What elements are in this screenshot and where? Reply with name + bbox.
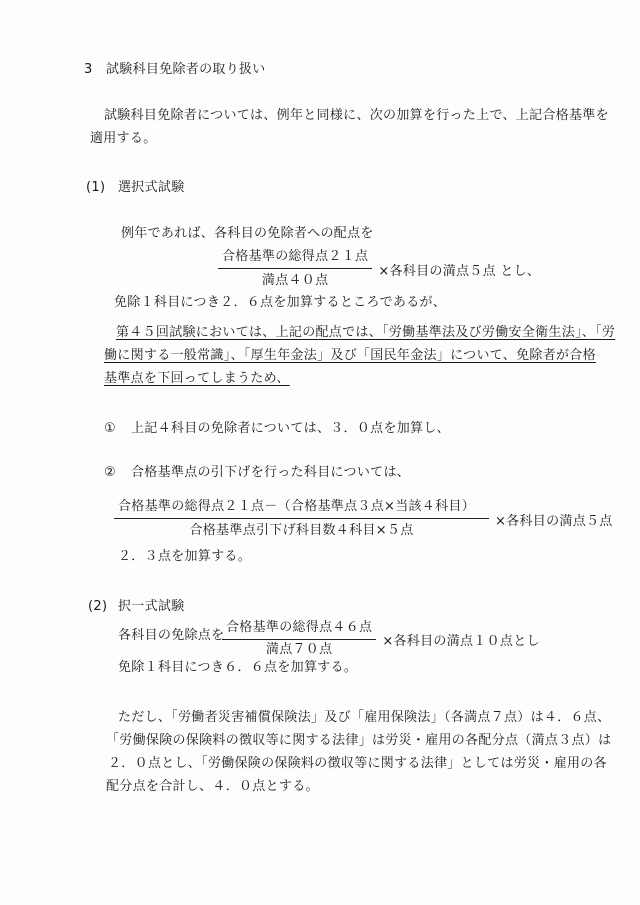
item-2-text: 合格基準点の引下げを行った科目については、 xyxy=(131,465,411,480)
formula-2-tail: ×各科目の満点５点 xyxy=(495,513,613,529)
subsection-2-title: 択一式試験 xyxy=(118,599,185,614)
item-2-marker: ② xyxy=(104,465,116,480)
note-line-4: 配分点を合計し、４．０点とする。 xyxy=(106,779,319,794)
formula-1-tail: ×各科目の満点５点 とし、 xyxy=(378,263,541,279)
result-line-2: 免除１科目につき６．６点を加算する。 xyxy=(118,660,358,675)
subsection-1-title: 選択式試験 xyxy=(118,180,185,195)
intro-line-1: 試験科目免除者については、例年と同様に、次の加算を行った上で、上記合格基準を xyxy=(104,108,609,123)
subsection-2-label: (2) xyxy=(88,599,108,614)
subsection-1-label: (1) xyxy=(86,180,106,195)
subsection-2-lead: 各科目の免除点を xyxy=(118,628,225,643)
formula-3-numerator: 合格基準の総得点４６点 xyxy=(222,620,376,640)
note-line-1: ただし、「労働者災害補償保険法」及び「雇用保険法」（各満点７点）は４．６点、 xyxy=(118,710,611,725)
underlined-line-2: 働に関する一般常識」、「厚生年金法」及び「国民年金法」について、免除者が合格 xyxy=(104,348,596,363)
formula-2 xyxy=(114,499,613,539)
formula-2-denominator: 合格基準点引下げ科目数４科目×５点 xyxy=(189,523,414,538)
formula-1 xyxy=(218,249,540,289)
section-title: 試験科目免除者の取り扱い xyxy=(106,62,266,77)
usual-line: 例年であれば、各科目の免除者への配点を xyxy=(121,226,374,241)
item-1-text: 上記４科目の免除者については、３．０点を加算し、 xyxy=(131,421,450,436)
formula-3-denominator: 満点７０点 xyxy=(265,642,333,657)
note-line-2: 「労働保険の保険料の徴収等に関する法律」は労災・雇用の各配分点（満点３点）は xyxy=(106,733,612,748)
section-number: 3 xyxy=(84,62,93,77)
formula-2-numerator: 合格基準の総得点２１点－（合格基準点３点×当該４科目） xyxy=(114,499,489,519)
note-line-3: ２．０点とし、「労働保険の保険料の徴収等に関する法律」としては労災・雇用の各 xyxy=(108,756,607,771)
intro-line-2: 適用する。 xyxy=(90,131,157,146)
item-1-marker: ① xyxy=(104,421,116,436)
underlined-line-1: 第４５回試験においては、上記の配点では、「労働基準法及び労働安全衛生法」、「労 xyxy=(116,325,616,340)
underlined-line-3: 基準点を下回ってしまうため、 xyxy=(104,371,290,386)
item-2-result: ２．３点を加算する。 xyxy=(118,549,252,564)
formula-1-numerator: 合格基準の総得点２１点 xyxy=(218,249,372,269)
result-line-1: 免除１科目につき２．６点を加算するところであるが、 xyxy=(114,295,447,310)
formula-3-tail: ×各科目の満点１０点とし xyxy=(382,633,540,649)
formula-1-denominator: 満点４０点 xyxy=(261,273,329,288)
formula-3 xyxy=(222,620,540,658)
